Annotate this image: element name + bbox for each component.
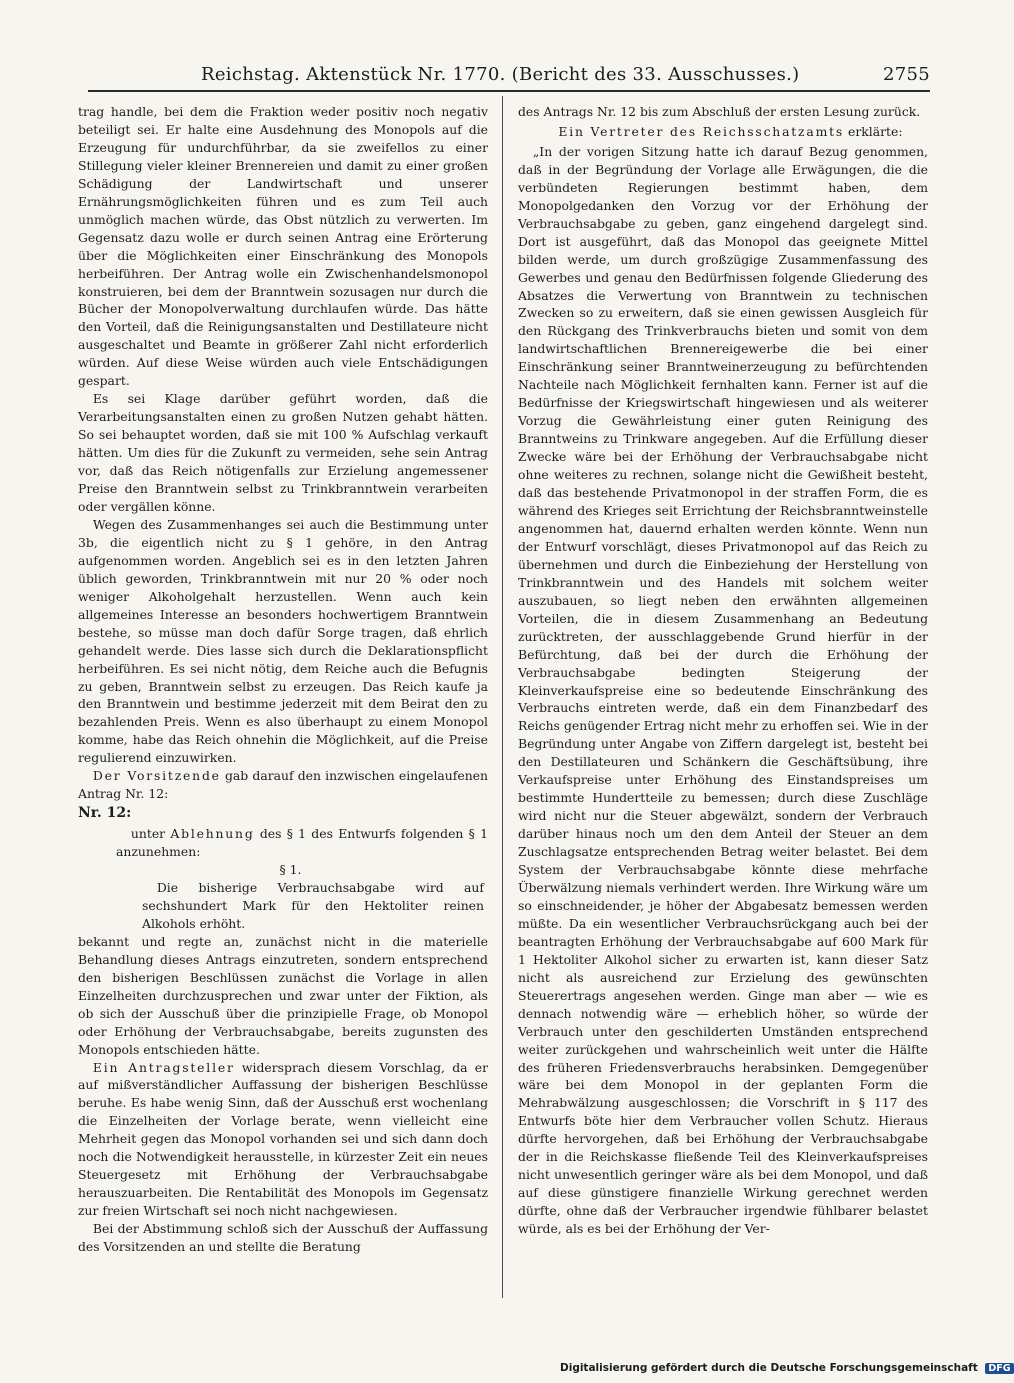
right-column (518, 103, 928, 1298)
antrag-text (78, 825, 488, 861)
speaker: Ein Vertreter des Reichsschatzamts (558, 123, 845, 139)
paragraph: Es sei Klage darüber geführt worden, daß die Verarbeitungsanstalten einen zu großen Nutzen gehabt hätten. So sei behauptet worden, daß sie mit 100 % Aufschlag verkauft hätten. Um dies für die Zukunft zu vermeiden, sehe sein Antrag vor, daß das Reich nötigenfalls zur Erzielung angemessener Preise den Branntwein selbst zu Trinkbranntwein verarbeiten oder vergällen könne. (78, 391, 488, 514)
digitization-credit: Digitalisierung gefördert durch die Deutsche Forschungsgemeinschaft (560, 1362, 978, 1374)
paragraph: trag handle, bei dem die Fraktion weder positiv noch negativ beteiligt sei. Er halte eine Ausdehnung des Monopols auf die Erzeugung für undurchführbar, da sie zweifellos zu einer Stillegung vieler kleiner Brennereien und damit zu einer großen Schädigung der Landwirtschaft und unserer Ernährungsmöglichkeiten führen und es zum Teil auch unmöglich machen würde, das Obst nützlich zu verwerten. Im Gegensatz dazu wolle er durch seinen Antrag eine Erörterung über die Möglichkeiten einer Einschränkung des Monopols herbeiführen. Der Antrag wolle ein Zwischenhandelsmonopol konstruieren, bei dem der Branntwein sozusagen nur durch die Bücher der Monopolverwaltung durchlaufen würde. Das hätte den Vorteil, daß die Reinigungsanstalten und Destillateure nicht ausgeschaltet und Beamte in größerer Zahl nicht erforderlich würden. Auf diese Weise würden auch viele Entschädigungen gespart. (78, 104, 488, 389)
page-header (88, 58, 930, 92)
paragraph: des Antrags Nr. 12 bis zum Abschluß der ersten Lesung zurück. (518, 104, 921, 119)
proposed-paragraph: Die bisherige Verbrauchsabgabe wird auf sechshundert Mark für den Hektoliter reinen Alkohols erhöht. (142, 879, 484, 931)
paragraph (78, 1059, 488, 1221)
paragraph-text: gab darauf den inzwischen eingelaufenen Antrag Nr. 12: (78, 768, 488, 802)
antrag-text-part: unter (130, 826, 171, 842)
paragraph: Wegen des Zusammenhanges sei auch die Bestimmung unter 3b, die eigentlich nicht zu § 1 gehöre, in den Antrag aufgenommen worden. Angeblich sei es in den letzten Jahren üblich geworden, Trinkbranntwein mit nur 20 % oder noch weniger Alkoholgehalt herzustellen. Wenn auch kein allgemeines Interesse an besonders hochwertigem Branntwein bestehe, so müsse man doch dafür Sorge tragen, daß ehrlich gehandelt werde. Dies lasse sich durch die Deklarationspflicht herbeiführen. Es sei nicht nötig, dem Reiche auch die Befugnis zu geben, Branntwein selbst zu erzeugen. Das Reich kaufe ja den Branntwein und bestimme jederzeit mit dem Beirat den zu bezahlenden Preis. Wenn es also überhaupt zu einem Monopol komme, habe das Reich ohnehin die Möglichkeit, auf die Preise regulierend einzuwirken. (78, 516, 488, 766)
paragraph: Bei der Abstimmung schloß sich der Ausschuß der Auffassung des Vorsitzenden an und stellte die Beratung (78, 1221, 488, 1255)
page-footer (560, 1362, 1011, 1378)
heading-text: erklärte: (844, 123, 903, 139)
column-divider (502, 96, 503, 1298)
antrag-text-part: des § 1 des Entwurfs folgenden § 1 anzunehmen: (116, 826, 489, 860)
antrag-label: Nr. 12: (78, 805, 132, 822)
page-number: 2755 (882, 64, 930, 85)
speaker: Der Vorsitzende (92, 768, 221, 784)
dfg-logo: DFG (985, 1363, 1013, 1374)
header-rule (88, 90, 930, 92)
paragraph-sign: § 1. (279, 862, 302, 878)
left-column (78, 103, 488, 1298)
paragraph: bekannt und regte an, zunächst nicht in die materielle Behandlung dieses Antrags einzutreten, sondern entsprechend den bisherigen Beschlüssen zunächst die Vorlage in allen Einzelheiten durchzusprechen und zwar unter der Fiktion, als ob sich der Ausschuß über die prinzipielle Frage, ob Monopol oder Erhöhung der Verbrauchsabgabe, bereits zugunsten des Monopols entschieden hätte. (78, 933, 488, 1057)
paragraph (78, 767, 488, 803)
paragraph: „In der vorigen Sitzung hatte ich darauf Bezug genommen, daß in der Begründung der Vorlage alle Erwägungen, die die verbündeten Regierungen bestimmt haben, dem Monopolgedanken den Vorzug vor der Erhöhung der Verbrauchsabgabe zu geben, ganz eingehend dargelegt sind. Dort ist ausgeführt, daß das Monopol das geeignete Mittel bilden werde, um durch großzügige Zusammenfassung des Gewerbes und genau den Bedürfnissen folgende Gliederung des Absatzes die Verwertung von Branntwein zu technischen Zwecken so zu erweitern, daß sie einen gewissen Ausgleich für den Rückgang des Trinkverbrauchs bieten und somit von dem landwirtschaftlichen Brennereigewerbe die bei einer Einschränkung seiner Branntweinerzeugung zu befürchtenden Nachteile nach Möglichkeit fernhalten kann. Ferner ist auf die Bedürfnisse der Kriegswirtschaft hingewiesen und als weiterer Vorzug die Gewährleistung einer guten Reinigung des Branntweins zu Trinkware angegeben. Auf die Erfüllung dieser Zwecke wäre bei der Erhöhung der Verbrauchsabgabe nicht ohne weiteres zu rechnen, solange nicht die Gewißheit besteht, daß das bestehende Privatmonopol in der straffen Form, die es während des Krieges seit Errichtung der Reichsbranntweinstelle angenommen hat, dauernd erhalten werden könnte. Wenn nun der Entwurf vorschlägt, dieses Privatmonopol auf das Reich zu übernehmen und durch die Einbeziehung der Herstellung von Trinkbranntwein und des Handels mit solchem weiter auszubauen, so liegt neben den erwähnten allgemeinen Vorteilen, die in diesem Zusammenhang an Bedeutung zurücktreten, der ausschlaggebende Grund hierfür in der Befürchtung, daß bei der durch die Erhöhung der Verbrauchsabgabe bedingten Steigerung der Kleinverkaufspreise eine so bedeutende Einschränkung des Verbrauchs eintreten werde, daß ein dem Finanzbedarf des Reichs genügender Ertrag nicht mehr zu erhoffen sei. Wie in der Begründung unter Angabe von Ziffern dargelegt ist, besteht bei den Destillateuren und Schänkern die Geschäftsübung, ihre Verkaufspreise unter Erhöhung des Einstandspreises um bestimmte Hundertteile zu bemessen; durch diese Zuschläge wird nicht nur die Steuer abgewälzt, sondern der Verbrauch darüber hinaus noch um den dem Anteil der Steuer an dem Zuschlagsatze entsprechenden Betrag weiter belastet. Bei dem System der Verbrauchsabgabe könnte diese mehrfache Überwälzung niemals verhindert werden. Ihre Wirkung wäre um so einschneidender, je höher der Abgabesatz bemessen werden müßte. Da ein wesentlicher Verbrauchsrückgang auch bei der beantragten Erhöhung der Verbrauchsabgabe auf 600 Mark für 1 Hektoliter Alkohol sicher zu erwarten ist, kann dieser Satz nicht als ausreichend zur Erzielung des gewünschten Steuerertrags angesehen werden. Ginge man aber — wie es dennach notwendig wäre — erheblich höher, so würde der Verbrauch unter den geschilderten Umständen entsprechend weiter zurückgehen und wahrscheinlich weit unter die Hälfte des früheren Friedensverbrauchs herabsinken. Demgegenüber wäre bei dem Monopol in der geplanten Form die Mehrabwälzung ausgeschlossen; die Vorschrift in § 117 des Entwurfs böte hier dem Verbraucher vollen Schutz. Hieraus dürfte hervorgehen, daß bei Erhöhung der Verbrauchsabgabe der in die Reichskasse fließende Teil des Kleinverkaufspreises nicht unwesentlich geringer wäre als bei dem Monopol, und daß auf diese günstigere finanzielle Wirkung gerechnet werden dürfte, ohne daß der Verbraucher irgendwie fühlbarer belastet würde, als es bei der Erhöhung der Ver- (518, 143, 928, 1237)
speaker: Ein Antragsteller (92, 1059, 235, 1075)
running-title: Reichstag. Aktenstück Nr. 1770. (Bericht des 33. Ausschusses.) (201, 64, 800, 85)
speaker-heading (518, 123, 928, 141)
paragraph-text: widersprach diesem Vorschlag, da er auf mißverständlicher Auffassung der bisherigen Beschlüsse beruhe. Es habe wenig Sinn, daß der Ausschuß erst wochenlang die Einzelheiten der Vorlage berate, wenn vielleicht eine Mehrheit gegen das Monopol vorhanden sei und sich dann doch noch die Notwendigkeit herausstelle, in kürzester Zeit ein neues Steuergesetz mit Erhöhung der Verbrauchsabgabe herauszuarbeiten. Die Rentabilität des Monopols im Gegensatz zur freien Wirtschaft sei noch nicht nachgewiesen. (78, 1059, 488, 1219)
antrag-keyword: Ablehnung (170, 826, 255, 842)
